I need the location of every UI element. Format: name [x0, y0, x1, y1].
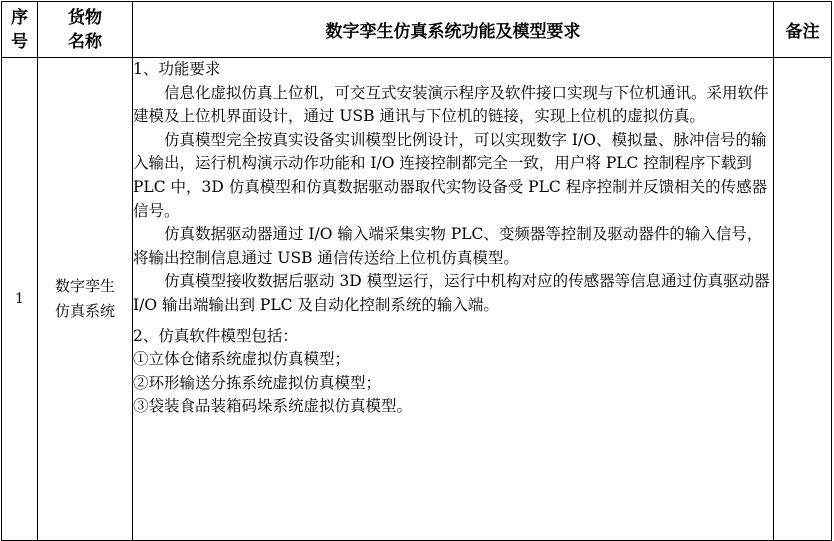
- paragraph-data-driver: 仿真数据驱动器通过 I/O 输入端采集实物 PLC、变频器等控制及驱动器件的输入信号，将输出控制信息通过 USB 通信传送给上位机仿真模型。: [133, 225, 763, 267]
- paragraph-model-feedback: 仿真模型接收数据后驱动 3D 模型运行，运行中机构对应的传感器等信息通过仿真驱动器 I/O 输出端输出到 PLC 及自动化控制系统的输入端。: [133, 272, 770, 314]
- paragraph-upper-computer: 信息化虚拟仿真上位机，可交互式安装演示程序及软件接口实现与下位机通讯。采用软件建模及上位机界面设计，通过 USB 通讯与下位机的链接，实现上位机的虚拟仿真。: [133, 83, 769, 126]
- header-row: [2, 2, 832, 58]
- model-item: ③袋装食品装箱码垛系统虚拟仿真模型。: [133, 397, 413, 416]
- model-item: ①立体仓储系统虚拟仿真模型；: [133, 350, 351, 369]
- header-goods-line2: 名称: [68, 31, 102, 52]
- section-1-title: 1、功能要求: [133, 60, 221, 78]
- header-serial-line1: 序: [11, 7, 28, 28]
- header-goods-line1: 货物: [68, 7, 102, 28]
- paragraph-simulation-model: 仿真模型完全按真实设备实训模型比例设计，可以实现数字 I/O、模拟量、脉冲信号的输入输出，运行机构演示动作功能和 I/O 连接控制都完全一致，用户将 PLC 控制程序下载到 PLC 中，3D 仿真模型和仿真数据驱动器取代实物设备受 PLC 程序控制并反馈相关的传感器信号。: [133, 130, 768, 220]
- header-serial-line2: 号: [11, 31, 28, 52]
- row-serial-number: 1: [2, 58, 38, 541]
- requirements-table: [1, 1, 832, 541]
- table-row: [2, 58, 832, 541]
- row-requirements-text: [133, 58, 774, 541]
- row-goods-name: [38, 58, 133, 541]
- row-remark: [774, 58, 832, 541]
- section-2-title: 2、仿真软件模型包括：: [133, 326, 298, 345]
- row-goods-name-line2: 仿真系统: [54, 302, 115, 320]
- header-serial-number: [2, 2, 38, 58]
- model-item: ②环形输送分拣系统虚拟仿真模型；: [133, 373, 382, 392]
- header-requirements: 数字孪生仿真系统功能及模型要求: [133, 2, 774, 58]
- header-goods-name: [38, 2, 133, 58]
- header-remark: 备注: [774, 2, 832, 58]
- row-goods-name-line1: 数字孪生: [54, 277, 115, 295]
